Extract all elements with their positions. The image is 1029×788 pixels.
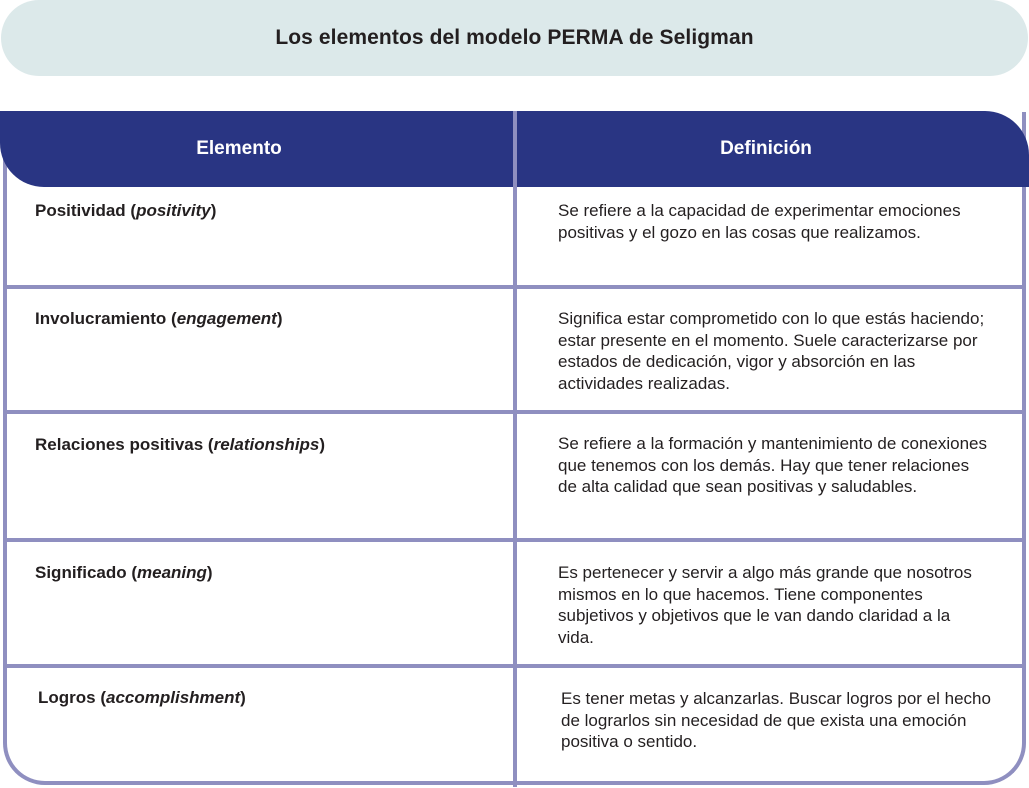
element-english: meaning <box>137 563 207 582</box>
row-divider <box>3 664 1026 668</box>
element-name: Positividad <box>35 201 126 220</box>
row-divider <box>3 410 1026 414</box>
row-divider <box>3 538 1026 542</box>
definition-cell-relationships: Se refiere a la formación y mantenimiento de conexiones que tenemos con los demás. Hay que tener relaciones de alta calidad que sean positivas y saludables. <box>558 434 988 496</box>
element-cell-meaning: Significado (meaning) <box>35 563 213 582</box>
element-english: accomplishment <box>106 688 241 707</box>
element-english: positivity <box>136 201 211 220</box>
definition-cell-meaning: Es pertenecer y servir a algo más grande que nosotros mismos en lo que hacemos. Tiene componentes subjetivos y objetivos que le van dando claridad a la vida. <box>558 563 972 647</box>
definition-cell-engagement: Significa estar comprometido con lo que estás haciendo; estar presente en el momento. Suele caracterizarse por estados de dedicación, vigor y absorción en las actividades realizadas. <box>558 309 985 393</box>
element-cell-accomplishment: Logros (accomplishment) <box>38 688 246 707</box>
column-header-definition: Definición <box>720 138 812 159</box>
element-english: engagement <box>176 309 277 328</box>
element-name: Relaciones positivas <box>35 435 204 454</box>
element-cell-engagement: Involucramiento (engagement) <box>35 309 283 328</box>
definition-cell-positivity: Se refiere a la capacidad de experimentar emociones positivas y el gozo en las cosas que realizamos. <box>558 201 961 242</box>
row-divider <box>3 285 1026 289</box>
definition-cell-accomplishment: Es tener metas y alcanzarlas. Buscar logros por el hecho de lograrlos sin necesidad de que exista una emoción positiva o sentido. <box>561 689 991 751</box>
element-english: relationships <box>213 435 320 454</box>
page-title: Los elementos del modelo PERMA de Seligman <box>275 26 754 49</box>
title-banner <box>1 0 1028 76</box>
element-name: Significado <box>35 563 127 582</box>
element-cell-positivity: Positividad (positivity) <box>35 201 217 220</box>
element-name: Involucramiento <box>35 309 167 328</box>
column-header-element: Elemento <box>196 138 282 159</box>
element-cell-relationships: Relaciones positivas (relationships) <box>35 435 326 454</box>
element-name: Logros <box>38 688 96 707</box>
column-divider <box>513 187 517 787</box>
